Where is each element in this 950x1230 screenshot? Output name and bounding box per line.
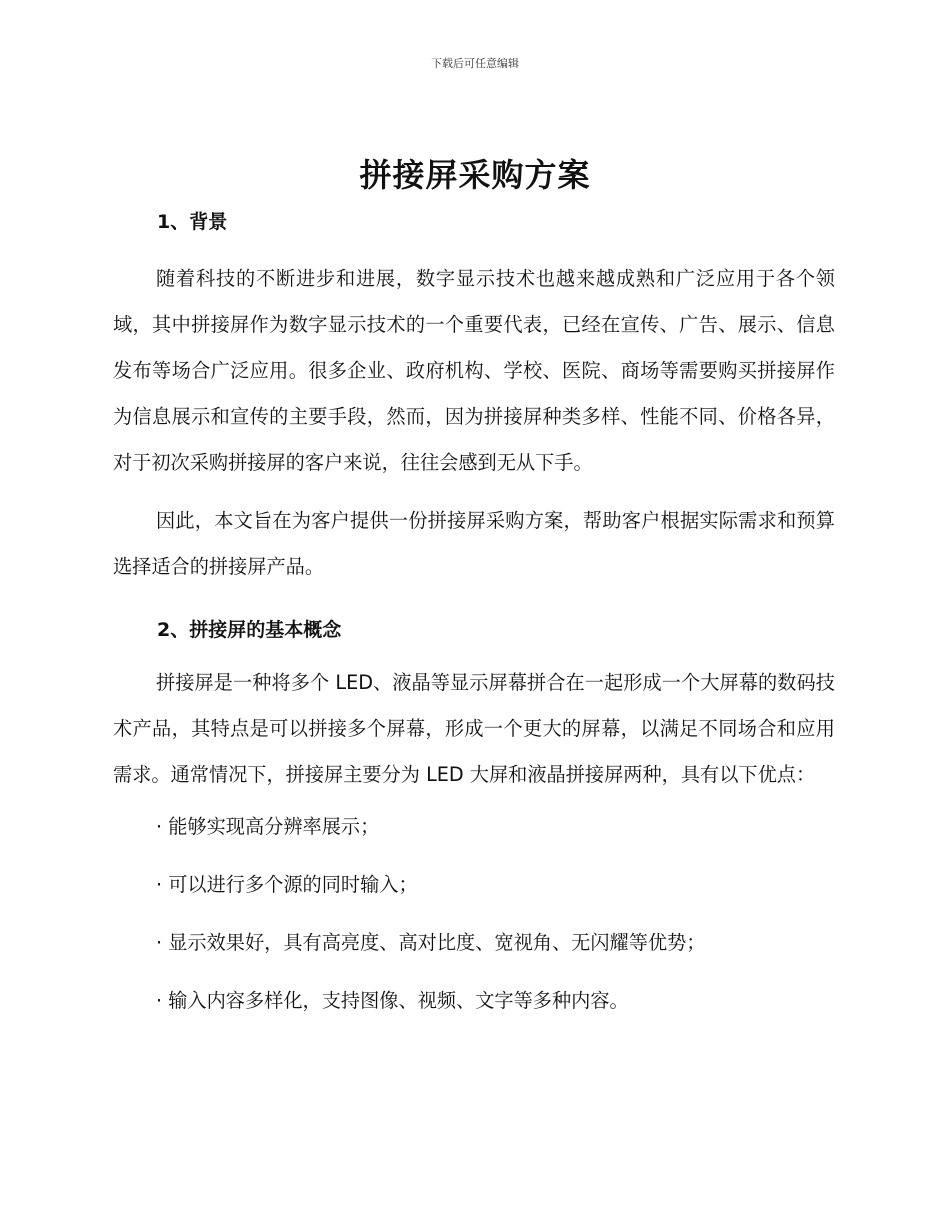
- header-note: 下载后可任意编辑: [431, 57, 519, 70]
- paragraph: 随着科技的不断进步和进展，数字显示技术也越来越成熟和广泛应用于各个领域，其中拼接屏作为数字显示技术的一个重要代表，已经在宣传、广告、展示、信息发布等场合广泛应用。很多企业、政府机构、学校、医院、商场等需要购买拼接屏作为信息展示和宣传的主要手段，然而，因为拼接屏种类多样、性能不同、价格各异，对于初次采购拼接屏的客户来说，往往会感到无从下手。: [113, 267, 835, 474]
- paragraph: 拼接屏是一种将多个 LED、液晶等显示屏幕拼合在一起形成一个大屏幕的数码技术产品，其特点是可以拼接多个屏幕，形成一个更大的屏幕，以满足不同场合和应用需求。通常情况下，拼接屏主要分为 LED 大屏和液晶拼接屏两种，具有以下优点：: [113, 671, 835, 786]
- section-heading-basic-concept: 2、拼接屏的基本概念: [157, 619, 342, 641]
- paragraph: 因此，本文旨在为客户提供一份拼接屏采购方案，帮助客户根据实际需求和预算选择适合的拼接屏产品。: [113, 509, 835, 578]
- document-body: [113, 204, 835, 1042]
- advantages-list: [113, 810, 835, 1018]
- list-item: · 输入内容多样化，支持图像、视频、文字等多种内容。: [156, 989, 629, 1012]
- list-item: · 显示效果好，具有高亮度、高对比度、宽视角、无闪耀等优势；: [156, 931, 706, 954]
- section-heading-background: 1、背景: [157, 211, 228, 233]
- list-item: · 可以进行多个源的同时输入；: [156, 873, 418, 896]
- list-item: · 能够实现高分辨率展示；: [156, 815, 380, 838]
- document-title: 拼接屏采购方案: [359, 156, 591, 194]
